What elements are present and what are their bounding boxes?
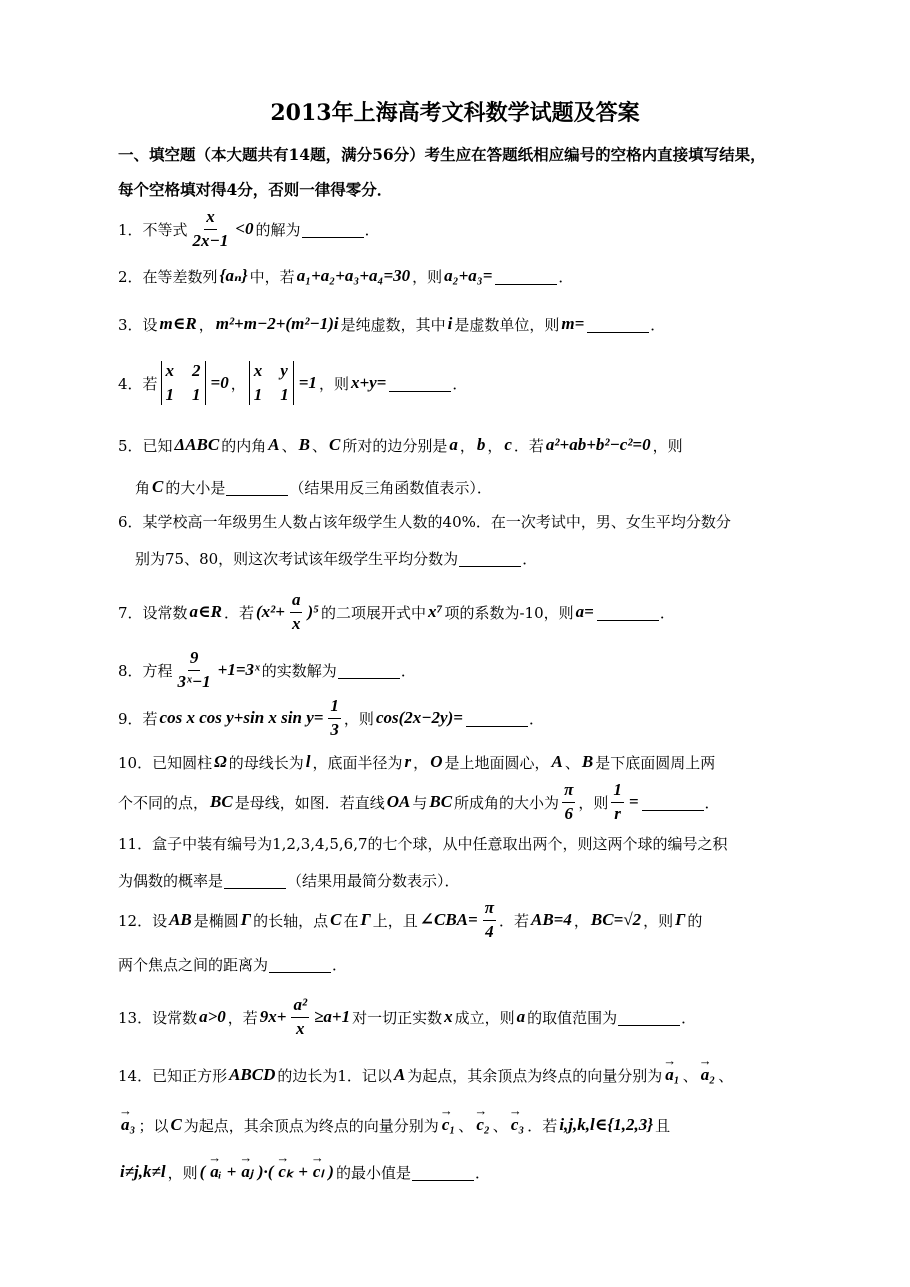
question-11-line-2 — [118, 858, 460, 902]
math-expression: a₁+a₂+a₃+a₄=30 — [296, 266, 411, 285]
fraction-denominator: 4 — [485, 921, 494, 941]
text-segment: 的长轴，点 — [253, 911, 329, 930]
answer-blank — [642, 794, 704, 811]
answer-blank — [226, 479, 288, 496]
text-segment: ， — [487, 436, 503, 455]
text-segment: 成立，则 — [454, 1008, 515, 1027]
determinant-entry: x — [253, 361, 263, 380]
text-segment: 5．已知 — [118, 436, 173, 455]
question-14-line-2 — [118, 1103, 670, 1147]
fraction-numerator: a — [290, 591, 303, 613]
math-expression: i≠j,k≠l — [120, 1162, 166, 1181]
text-segment: 别为75、80，则这次考试该年级学生平均分数为 — [135, 549, 459, 568]
math-expression: i,j,k,l∈{1,2,3} — [559, 1115, 654, 1134]
answer-blank — [302, 221, 364, 238]
vector-symbol: → a₃ — [121, 1115, 135, 1135]
page-title: 2013年上海高考文科数学试题及答案 — [270, 100, 640, 126]
math-expression: ΔABC — [174, 435, 220, 454]
text-segment: ，则 — [412, 267, 443, 286]
math-expression: a₂+a₃= — [444, 266, 493, 285]
math-expression: +1=3ˣ — [217, 660, 260, 679]
answer-blank — [495, 268, 557, 285]
text-segment: ， — [573, 911, 589, 930]
text-segment: 为起点，其余顶点为终点的向量分别为 — [183, 1116, 439, 1135]
math-expression: = — [628, 792, 639, 811]
determinant — [161, 361, 206, 405]
text-segment: 、 — [718, 1066, 734, 1085]
math-expression: ∠CBA= — [419, 910, 478, 929]
text-segment: ，底面半径为 — [312, 753, 403, 772]
math-expression: + — [226, 1162, 237, 1181]
text-segment: 2．在等差数列 — [118, 267, 218, 286]
text-segment: ，则 — [318, 374, 349, 393]
text-segment: ；以 — [138, 1116, 169, 1135]
text-segment: 是纯虚数，其中 — [340, 315, 446, 334]
text-segment: （结果用反三角函数值表示）． — [289, 478, 492, 497]
math-expression: i — [447, 314, 453, 333]
text-segment: ，则 — [343, 709, 374, 728]
text-segment: 、 — [311, 436, 327, 455]
determinant-entry: x — [165, 361, 175, 380]
determinant — [249, 361, 294, 405]
determinant-entry: 1 — [192, 385, 201, 404]
math-expression: A — [393, 1065, 406, 1084]
text-segment: 的最小值是 — [335, 1163, 411, 1182]
text-segment: 项的系数为-10，则 — [444, 603, 574, 622]
math-expression: {aₙ} — [219, 266, 248, 285]
math-expression: OA — [386, 792, 411, 811]
answer-blank — [224, 872, 286, 889]
answer-blank — [269, 956, 331, 973]
text-segment: 10．已知圆柱 — [118, 753, 213, 772]
text-segment: 、 — [281, 436, 297, 455]
math-expression: x⁷ — [428, 602, 443, 621]
fraction-denominator: x — [296, 1018, 305, 1038]
vector-symbol: → c₁ — [442, 1115, 455, 1135]
fraction-denominator: 2x−1 — [192, 230, 229, 250]
question-1 — [118, 207, 380, 251]
vector-symbol: → aⱼ — [241, 1162, 252, 1182]
fraction — [176, 649, 213, 691]
determinant-entry: 1 — [253, 385, 263, 404]
text-segment: ．若 — [513, 436, 544, 455]
text-segment: 、 — [458, 1116, 474, 1135]
text-segment: 是虚数单位，则 — [454, 315, 560, 334]
text-segment: 的解为 — [255, 220, 301, 239]
text-segment: 是椭圆 — [193, 911, 239, 930]
math-expression: a — [449, 435, 458, 454]
math-expression: BC — [429, 792, 453, 811]
math-expression: b — [476, 435, 486, 454]
fraction — [290, 591, 303, 633]
text-segment: 是母线，如图．若直线 — [234, 793, 385, 812]
math-expression: )⁵ — [307, 602, 320, 621]
question-12-line-2 — [118, 942, 347, 986]
vector-symbol: → c₃ — [511, 1115, 524, 1135]
section-header-line-1: 一、填空题（本大题共有14题，满分56分）考生应在答题纸相应编号的空格内直接填写结果， — [118, 145, 766, 164]
text-segment: ． — [659, 603, 675, 622]
fraction-numerator: π — [483, 899, 496, 921]
math-expression: cos(2x−2y)= — [375, 708, 463, 727]
text-segment: 6．某学校高一年级男生人数占该年级学生人数的40%．在一次考试中，男、女生平均分数分 — [118, 512, 731, 531]
text-segment: 所成角的大小为 — [454, 793, 560, 812]
text-segment: ． — [650, 315, 666, 334]
text-segment: 、 — [564, 753, 580, 772]
answer-blank — [389, 375, 451, 392]
math-expression: Γ — [675, 910, 686, 929]
math-expression: <0 — [235, 219, 254, 238]
fraction-numerator: π — [562, 781, 575, 803]
math-expression: AB — [169, 910, 192, 929]
text-segment: 为偶数的概率是 — [118, 871, 224, 890]
text-segment: 14．已知正方形 — [118, 1066, 228, 1085]
text-segment: ， — [459, 436, 475, 455]
math-expression: cos x cos y+sin x sin y= — [159, 708, 324, 727]
math-expression: a>0 — [199, 1007, 226, 1026]
text-segment: ，则 — [643, 911, 674, 930]
math-expression: Γ — [360, 910, 371, 929]
answer-blank — [459, 550, 521, 567]
math-expression: m²+m−2+(m²−1)i — [215, 314, 339, 333]
math-expression: =1 — [298, 373, 317, 392]
fraction — [483, 899, 496, 941]
question-6-line-2 — [135, 536, 537, 580]
math-expression: O — [430, 752, 443, 771]
fraction-denominator: x — [291, 613, 301, 633]
text-segment: 11．盒子中装有编号为1,2,3,4,5,6,7的七个球，从中任意取出两个，则这两个球的编号之积 — [118, 834, 728, 853]
fraction-numerator: 9 — [188, 649, 201, 671]
fraction — [191, 208, 231, 250]
math-expression: (x²+ — [256, 602, 285, 621]
text-segment: 的二项展开式中 — [321, 603, 427, 622]
question-3 — [118, 302, 665, 346]
text-segment: ，若 — [227, 1008, 258, 1027]
text-segment: ， — [230, 374, 246, 393]
question-14-line-1 — [118, 1053, 733, 1097]
math-expression: a∈R — [189, 602, 222, 621]
math-expression: B — [298, 435, 310, 454]
question-12-line-1 — [118, 898, 702, 942]
math-expression: C — [328, 435, 341, 454]
fraction-numerator: 1 — [611, 781, 624, 803]
fraction-numerator: a² — [291, 996, 309, 1018]
question-5-line-1 — [118, 423, 683, 467]
text-segment: 是下底面圆周上两 — [595, 753, 716, 772]
text-segment: 的 — [687, 911, 703, 930]
math-expression: A — [551, 752, 563, 771]
answer-blank — [618, 1009, 680, 1026]
fraction — [291, 996, 309, 1038]
question-4 — [118, 361, 467, 405]
math-expression: a — [516, 1007, 526, 1026]
fraction — [328, 697, 341, 739]
text-segment: 的内角 — [221, 436, 267, 455]
text-segment: 4．若 — [118, 374, 158, 393]
text-segment: 角 — [135, 478, 151, 497]
math-expression: a= — [575, 602, 594, 621]
math-expression: )·( — [257, 1162, 274, 1181]
text-segment: 9．若 — [118, 709, 158, 728]
text-segment: ． — [400, 661, 416, 680]
math-expression: C — [152, 477, 164, 496]
math-expression: ≥a+1 — [314, 1007, 351, 1026]
text-segment: 上，且 — [372, 911, 418, 930]
math-expression: ( — [199, 1162, 206, 1181]
text-segment: ． — [704, 793, 720, 812]
vector-symbol: → a₁ — [665, 1065, 679, 1085]
text-segment: 7．设常数 — [118, 603, 188, 622]
text-segment: ． — [452, 374, 468, 393]
text-segment: 两个焦点之间的距离为 — [118, 955, 269, 974]
fraction — [611, 781, 624, 823]
text-segment: 、 — [492, 1116, 508, 1135]
question-10-line-1 — [118, 740, 715, 784]
math-expression: AB=4 — [531, 910, 572, 929]
text-segment: ．若 — [223, 603, 254, 622]
text-segment: ． — [681, 1008, 697, 1027]
math-expression: r — [404, 752, 412, 771]
determinant-entry: y — [280, 361, 288, 380]
math-expression: C — [330, 910, 342, 929]
vector-symbol: → cₗ — [313, 1162, 323, 1182]
text-segment: 3．设 — [118, 315, 158, 334]
math-expression: Ω — [214, 752, 227, 771]
text-segment: 的大小是 — [165, 478, 226, 497]
math-expression: x — [444, 1007, 453, 1026]
text-segment: ． — [528, 709, 544, 728]
text-segment: ， — [198, 315, 214, 334]
text-segment: ． — [522, 549, 538, 568]
math-expression: ) — [328, 1162, 334, 1181]
math-expression: BC=√2 — [590, 910, 642, 929]
text-segment: 8．方程 — [118, 661, 173, 680]
math-expression: a²+ab+b²−c²=0 — [545, 435, 651, 454]
math-expression: + — [298, 1162, 308, 1181]
question-9 — [118, 696, 544, 740]
math-expression: c — [504, 435, 512, 454]
text-segment: 个不同的点， — [118, 793, 209, 812]
text-segment: 与 — [412, 793, 428, 812]
math-expression: l — [305, 752, 311, 771]
math-expression: A — [268, 435, 280, 454]
text-segment: 1．不等式 — [118, 220, 188, 239]
math-expression: BC — [210, 792, 233, 811]
text-segment: ． — [364, 220, 380, 239]
text-segment: 对一切正实数 — [352, 1008, 443, 1027]
text-segment: ． — [558, 267, 574, 286]
math-expression: =0 — [210, 373, 229, 392]
fraction — [562, 781, 575, 823]
answer-blank — [597, 604, 659, 621]
math-expression: Γ — [240, 910, 252, 929]
math-expression: 9x+ — [259, 1007, 287, 1026]
question-2 — [118, 254, 573, 298]
determinant-entry: 1 — [165, 385, 175, 404]
question-10-line-2 — [118, 780, 720, 824]
determinant-entry: 2 — [192, 361, 201, 380]
answer-blank — [466, 710, 528, 727]
math-expression: C — [170, 1115, 182, 1134]
math-expression: ABCD — [229, 1065, 276, 1084]
text-segment: 中，若 — [249, 267, 295, 286]
text-segment: （结果用最简分数表示）． — [287, 871, 460, 890]
text-segment: 在 — [343, 911, 359, 930]
math-expression: m= — [561, 314, 585, 333]
text-segment: 、 — [682, 1066, 698, 1085]
text-segment: ． — [474, 1163, 490, 1182]
fraction-numerator: x — [204, 208, 217, 230]
text-segment: ，则 — [652, 436, 683, 455]
answer-blank — [338, 662, 400, 679]
text-segment: ． — [332, 955, 348, 974]
text-segment: 的边长为1．记以 — [277, 1066, 392, 1085]
text-segment: 的取值范围为 — [527, 1008, 618, 1027]
text-segment: 12．设 — [118, 911, 168, 930]
fraction-denominator: 6 — [564, 803, 573, 823]
determinant-entry: 1 — [280, 385, 289, 404]
vector-symbol: → aᵢ — [210, 1162, 221, 1182]
text-segment: ，则 — [578, 793, 609, 812]
section-header-line-2: 每个空格填对得4分，否则一律得零分． — [118, 180, 393, 199]
fraction-denominator: r — [614, 803, 621, 823]
text-segment: 且 — [655, 1116, 671, 1135]
text-segment: ，则 — [167, 1163, 198, 1182]
text-segment: 的实数解为 — [261, 661, 337, 680]
text-segment: ．若 — [498, 911, 529, 930]
text-segment: 是上地面圆心， — [444, 753, 550, 772]
answer-blank — [412, 1164, 474, 1181]
text-segment: 为起点，其余顶点为终点的向量分别为 — [407, 1066, 663, 1085]
question-14-line-3 — [118, 1150, 490, 1194]
text-segment: ．若 — [527, 1116, 558, 1135]
vector-symbol: → c₂ — [476, 1115, 489, 1135]
text-segment: 13．设常数 — [118, 1008, 198, 1027]
math-expression: B — [581, 752, 594, 771]
math-expression: m∈R — [159, 314, 197, 333]
answer-blank — [587, 316, 649, 333]
fraction-numerator: 1 — [328, 697, 341, 719]
question-8 — [118, 648, 416, 692]
question-13 — [118, 995, 696, 1039]
text-segment: ， — [413, 753, 429, 772]
text-segment: 所对的边分别是 — [342, 436, 448, 455]
math-expression: x+y= — [350, 373, 387, 392]
vector-symbol: → a₂ — [701, 1065, 715, 1085]
fraction-denominator: 3 — [330, 719, 339, 739]
text-segment: 的母线长为 — [228, 753, 304, 772]
fraction-denominator: 3ˣ−1 — [177, 671, 211, 691]
vector-symbol: → cₖ — [278, 1162, 293, 1182]
question-7 — [118, 590, 675, 634]
